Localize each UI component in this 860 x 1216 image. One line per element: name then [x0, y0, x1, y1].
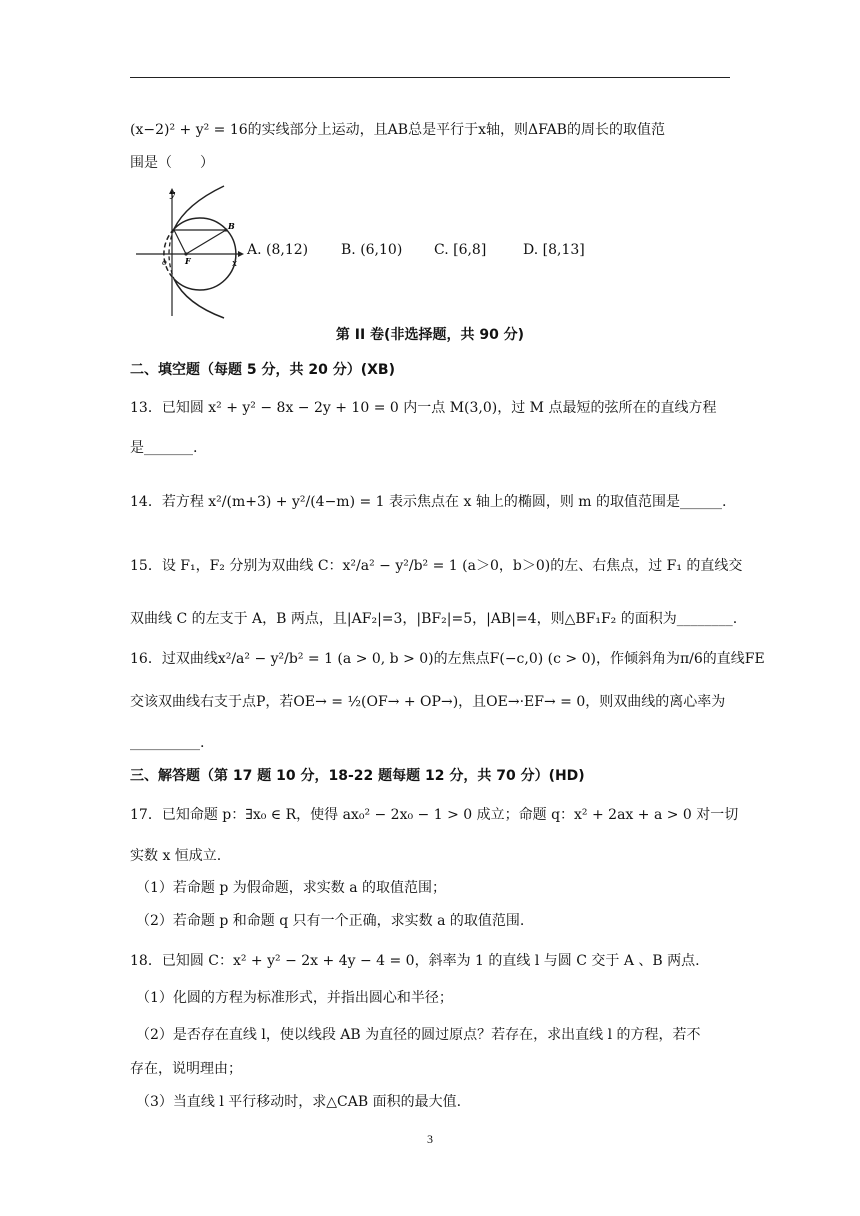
header-rule: [130, 77, 730, 78]
axis-x-label: x: [232, 259, 238, 269]
q17-sub2: （2）若命题 p 和命题 q 只有一个正确，求实数 a 的取值范围.: [136, 913, 525, 929]
q12-text-line1: (x−2)² + y² = 16的实线部分上运动，且AB总是平行于x轴，则ΔFAB的周长的取值范: [130, 122, 665, 138]
q12-figure: [134, 184, 246, 324]
q12-choice-b: B. (6,10): [341, 242, 403, 258]
section3-heading: 三、解答题（第 17 题 10 分，18-22 题每题 12 分，共 70 分）(HD): [130, 768, 585, 784]
q17-line2: 实数 x 恒成立.: [130, 848, 222, 864]
q12-choice-c: C. [6,8]: [434, 242, 487, 258]
q18-line1: 18．已知圆 C：x² + y² − 2x + 4y − 4 = 0，斜率为 1 的直线 l 与圆 C 交于 A 、B 两点.: [130, 953, 700, 969]
q13-line1: 13．已知圆 x² + y² − 8x − 2y + 10 = 0 内一点 M(3,0)，过 M 点最短的弦所在的直线方程: [130, 400, 717, 416]
focus-label: F: [185, 256, 191, 266]
q14-line: 14．若方程 x²/(m+3) + y²/(4−m) = 1 表示焦点在 x 轴上的椭圆，则 m 的取值范围是______.: [130, 494, 727, 510]
q16-line2: 交该双曲线右支于点P，若OE→ = ½(OF→ + OP→)，且OE→·EF→ = 0，则双曲线的离心率为: [130, 694, 726, 710]
q13-line2: 是_______.: [130, 440, 198, 456]
q18-sub1: （1）化圆的方程为标准形式，并指出圆心和半径；: [136, 990, 453, 1006]
q18-sub3: （3）当直线 l 平行移动时，求△CAB 面积的最大值.: [136, 1094, 462, 1110]
q15-line1: 15．设 F₁，F₂ 分别为双曲线 C：x²/a² − y²/b² = 1 (a＞0，b＞0)的左、右焦点，过 F₁ 的直线交: [130, 558, 743, 574]
origin-label: o: [162, 258, 167, 267]
part2-title: 第 II 卷(非选择题，共 90 分): [335, 327, 525, 343]
q12-choice-a: A. (8,12): [247, 242, 309, 258]
q16-line3: __________.: [130, 735, 205, 751]
q18-sub2-line2: 存在，说明理由；: [130, 1061, 242, 1077]
axis-y-label: y: [170, 190, 176, 200]
q18-sub2-line1: （2）是否存在直线 l，使以线段 AB 为直径的圆过原点？若存在，求出直线 l 的方程，若不: [136, 1027, 701, 1043]
q17-line1: 17．已知命题 p：∃x₀ ∈ R，使得 ax₀² − 2x₀ − 1 > 0 成立；命题 q：x² + 2ax + a > 0 对一切: [130, 807, 739, 823]
q16-line1: 16．过双曲线x²/a² − y²/b² = 1 (a > 0, b > 0)的左焦点F(−c,0) (c > 0)，作倾斜角为π/6的直线FE: [130, 651, 765, 667]
section2-heading: 二、填空题（每题 5 分，共 20 分）(XB): [130, 362, 395, 378]
point-b-label: B: [228, 221, 235, 231]
q12-text-line2: 围是（ ）: [130, 155, 214, 171]
page-number: 3: [427, 1132, 433, 1146]
q12-choice-d: D. [8,13]: [523, 242, 585, 258]
q15-line2: 双曲线 C 的左支于 A，B 两点，且|AF₂|=3，|BF₂|=5，|AB|=4，则△BF₁F₂ 的面积为________.: [130, 611, 738, 627]
q17-sub1: （1）若命题 p 为假命题，求实数 a 的取值范围；: [136, 880, 447, 896]
